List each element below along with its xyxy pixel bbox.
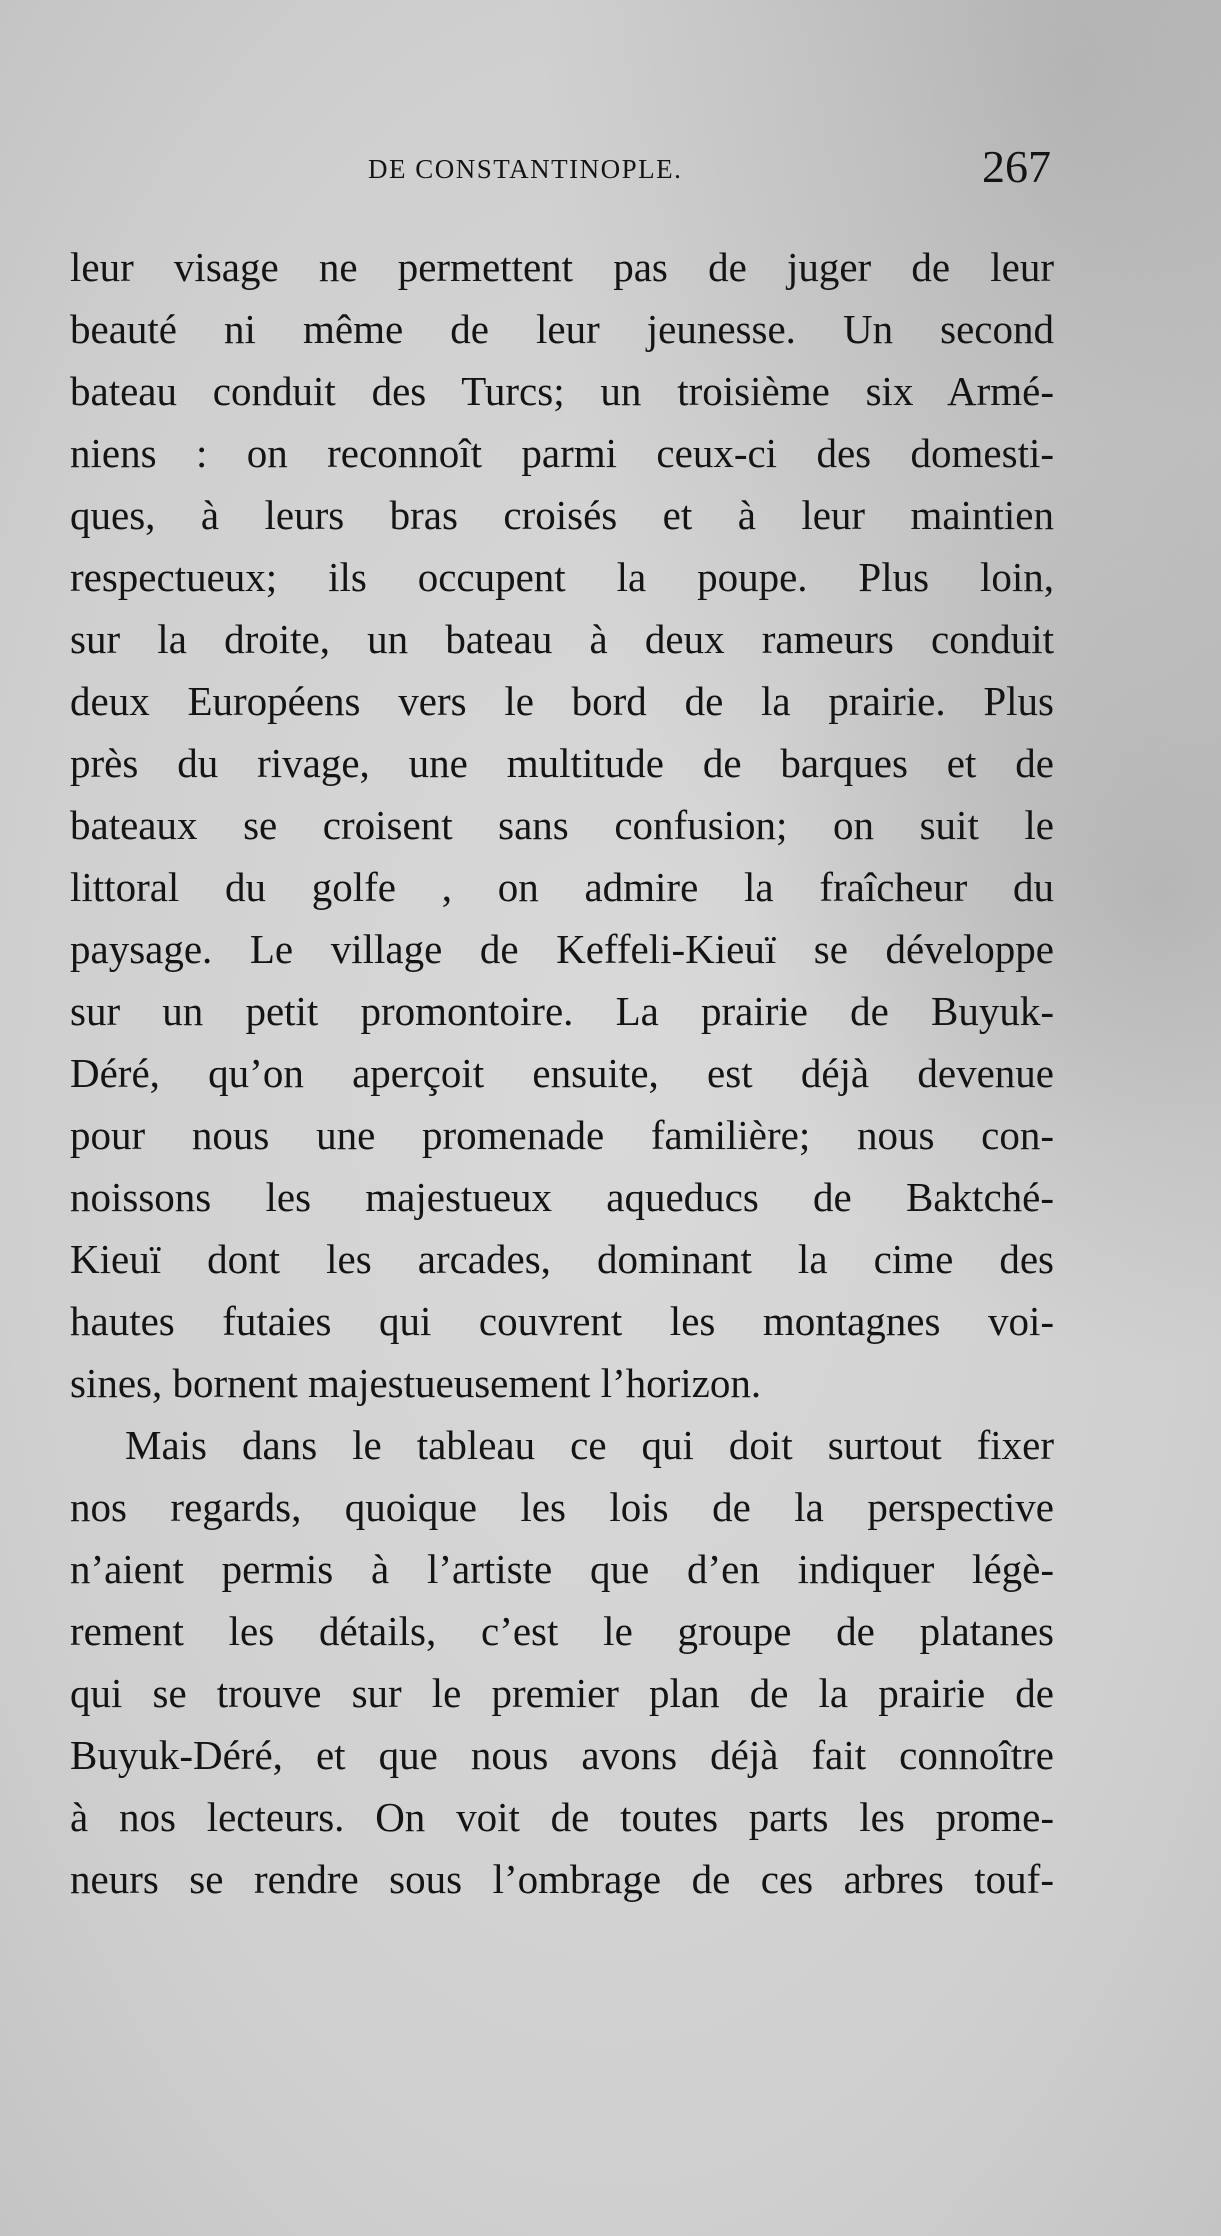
text-line: Buyuk-Déré, et que nous avons déjà fait connoître [70, 1732, 1054, 1778]
text-line: Kieuï dont les arcades, dominant la cime des [70, 1236, 1054, 1282]
text-line: littoral du golfe , on admire la fraîcheur du [70, 864, 1054, 910]
text-line: respectueux; ils occupent la poupe. Plus loin, [70, 554, 1054, 600]
text-line: à nos lecteurs. On voit de toutes parts les prome- [70, 1794, 1054, 1840]
running-title: DE CONSTANTINOPLE. [368, 154, 683, 184]
text-line: Mais dans le tableau ce qui doit surtout fixer [125, 1422, 1054, 1468]
text-line: bateau conduit des Turcs; un troisième six Armé- [70, 368, 1054, 414]
paragraph-2 [70, 1414, 1054, 1910]
text-line: noissons les majestueux aqueducs de Baktché- [70, 1174, 1054, 1220]
text-line: beauté ni même de leur jeunesse. Un second [70, 306, 1054, 352]
text-line: bateaux se croisent sans confusion; on suit le [70, 802, 1054, 848]
text-line: qui se trouve sur le premier plan de la prairie de [70, 1670, 1054, 1716]
body-text [70, 236, 1054, 1910]
running-head [70, 141, 1070, 192]
text-line: paysage. Le village de Keffeli-Kieuï se développe [70, 926, 1054, 972]
text-line: sines, bornent majestueusement l’horizon. [70, 1360, 762, 1406]
text-line: n’aient permis à l’artiste que d’en indiquer légè- [70, 1546, 1054, 1592]
text-line: leur visage ne permettent pas de juger de leur [70, 244, 1054, 290]
text-line: deux Européens vers le bord de la prairie. Plus [70, 678, 1054, 724]
text-line: hautes futaies qui couvrent les montagnes voi- [70, 1298, 1054, 1344]
text-line: près du rivage, une multitude de barques et de [70, 740, 1054, 786]
text-line: niens : on reconnoît parmi ceux-ci des domesti- [70, 430, 1054, 476]
paragraph-1 [70, 236, 1054, 1414]
text-line: nos regards, quoique les lois de la perspective [70, 1484, 1054, 1530]
page-number: 267 [982, 141, 1051, 192]
text-line: rement les détails, c’est le groupe de platanes [70, 1608, 1054, 1654]
text-line: ques, à leurs bras croisés et à leur maintien [70, 492, 1054, 538]
text-line: neurs se rendre sous l’ombrage de ces arbres touf- [70, 1856, 1054, 1902]
text-line: Déré, qu’on aperçoit ensuite, est déjà devenue [70, 1050, 1054, 1096]
text-line: sur la droite, un bateau à deux rameurs conduit [70, 616, 1054, 662]
text-line: sur un petit promontoire. La prairie de Buyuk- [70, 988, 1054, 1034]
text-line: pour nous une promenade familière; nous con- [70, 1112, 1054, 1158]
